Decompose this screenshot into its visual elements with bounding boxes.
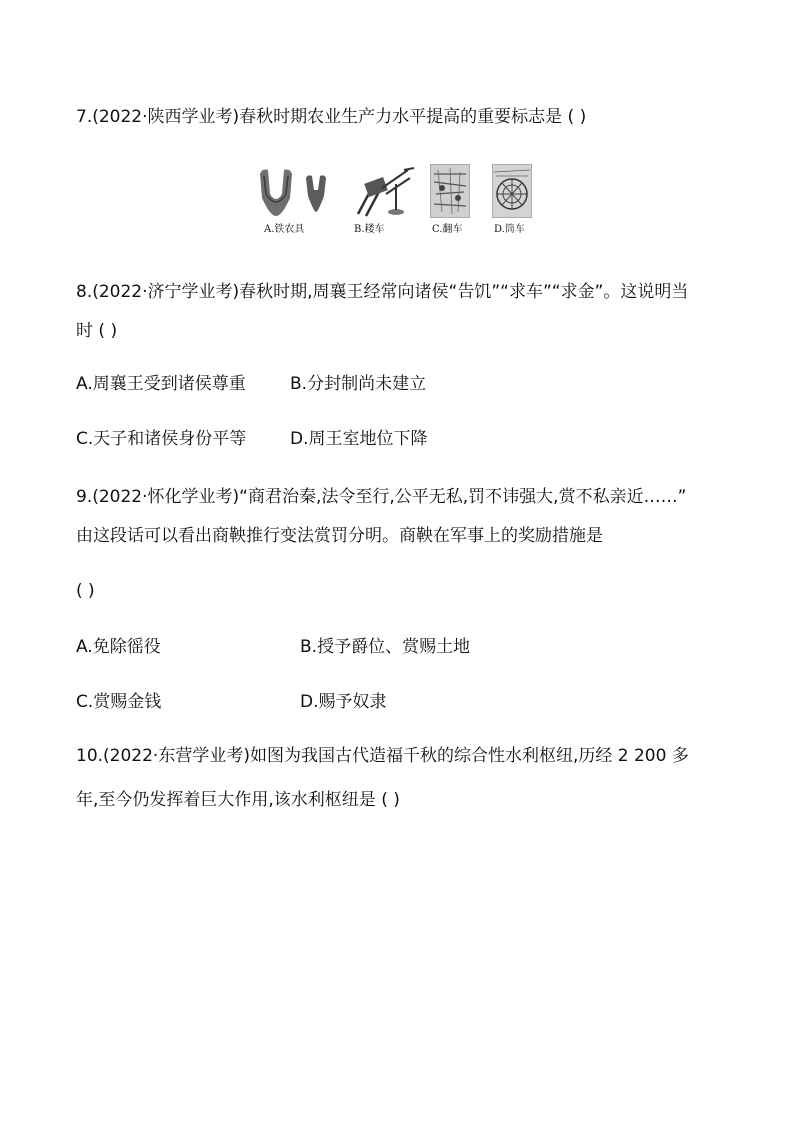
question-9-stem-line3: ( ) — [76, 581, 95, 601]
question-8-option-d: D.周王室地位下降 — [290, 429, 428, 449]
question-8-option-c: C.天子和诸侯身份平等 — [76, 429, 247, 449]
figure-caption-c: C.翻车 — [432, 224, 463, 235]
water-wheel-image — [492, 164, 532, 218]
question-9-option-d: D.赐予奴隶 — [300, 692, 387, 712]
figure-caption-a: A.铁农具 — [264, 224, 305, 235]
question-9-stem-line1: 9.(2022·怀化学业考)“商君治秦,法令至行,公平无私,罚不讳强大,赏不私亲近……” — [76, 487, 687, 507]
figure-caption-d: D.筒车 — [494, 224, 525, 235]
seed-drill-image — [352, 164, 416, 222]
question-8-option-a: A.周襄王受到诸侯尊重 — [76, 374, 246, 394]
iron-tools-image — [256, 164, 336, 220]
figure-caption-b: B.耧车 — [354, 224, 385, 235]
question-8-option-b: B.分封制尚未建立 — [290, 374, 427, 394]
question-9-stem-line2: 由这段话可以看出商鞅推行变法赏罚分明。商鞅在军事上的奖励措施是 — [76, 526, 603, 546]
question-8-stem-line1: 8.(2022·济宁学业考)春秋时期,周襄王经常向诸侯“告饥”“求车”“求金”。这说明当 — [76, 282, 689, 302]
question-7-stem: 7.(2022·陕西学业考)春秋时期农业生产力水平提高的重要标志是 ( ) — [76, 107, 587, 127]
question-10-stem-line2: 年,至今仍发挥着巨大作用,该水利枢纽是 ( ) — [76, 790, 400, 810]
chain-pump-image — [430, 164, 470, 218]
question-8-stem-line2: 时 ( ) — [76, 321, 118, 341]
question-9-option-a: A.免除徭役 — [76, 637, 161, 657]
question-9-option-c: C.赏赐金钱 — [76, 692, 162, 712]
question-9-option-b: B.授予爵位、赏赐土地 — [300, 637, 471, 657]
question-10-stem-line1: 10.(2022·东营学业考)如图为我国古代造福千秋的综合性水利枢纽,历经 2 200 多 — [76, 746, 689, 766]
question-7-figure — [254, 160, 544, 242]
